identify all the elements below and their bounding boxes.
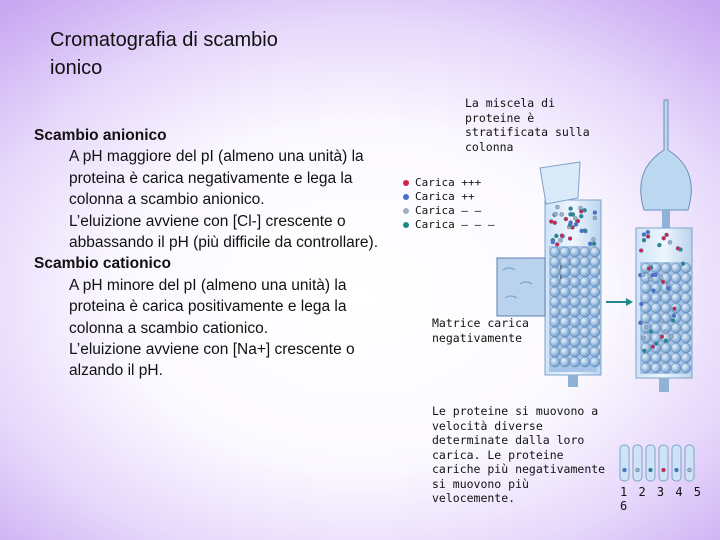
resin-bead xyxy=(560,327,570,337)
protein-dot xyxy=(641,273,645,277)
resin-bead xyxy=(661,303,671,313)
protein-dot xyxy=(662,236,666,240)
resin-bead xyxy=(550,287,560,297)
resin-bead xyxy=(560,307,570,317)
resin-bead xyxy=(580,357,590,367)
test-tube xyxy=(620,445,629,481)
protein-dot xyxy=(648,277,652,281)
resin-bead xyxy=(570,317,580,327)
resin-bead xyxy=(641,293,651,303)
resin-bead xyxy=(580,287,590,297)
heading-cation: Scambio cationico xyxy=(34,255,171,273)
resin-bead xyxy=(681,283,691,293)
protein-dot xyxy=(642,336,646,340)
protein-dot xyxy=(551,240,555,244)
protein-dot xyxy=(570,212,574,216)
resin-bead xyxy=(651,313,661,323)
test-tube xyxy=(659,445,668,481)
resin-bead xyxy=(681,303,691,313)
protein-dot xyxy=(593,216,597,220)
tube-fraction xyxy=(649,468,653,472)
resin-bead xyxy=(681,313,691,323)
resin-bead xyxy=(681,323,691,333)
test-tube xyxy=(646,445,655,481)
protein-dot xyxy=(649,330,653,334)
legend-item-3: Carica – – xyxy=(403,204,494,218)
resin-bead xyxy=(550,247,560,257)
resin-bead xyxy=(661,363,671,373)
resin-bead xyxy=(590,267,600,277)
resin-bead xyxy=(671,363,681,373)
resin-bead xyxy=(671,293,681,303)
protein-dot xyxy=(554,212,558,216)
resin-bead xyxy=(590,287,600,297)
resin-bead xyxy=(671,343,681,353)
resin-bead xyxy=(550,347,560,357)
test-tube xyxy=(685,445,694,481)
protein-dot xyxy=(676,246,680,250)
protein-dot xyxy=(672,307,676,311)
resin-bead xyxy=(570,257,580,267)
protein-dot xyxy=(660,335,664,339)
heading-anion: Scambio anionico xyxy=(34,127,167,144)
resin-bead xyxy=(651,293,661,303)
protein-dot xyxy=(642,349,646,353)
resin-bead xyxy=(651,303,661,313)
protein-dot xyxy=(549,219,553,223)
resin-bead xyxy=(641,283,651,293)
resin-bead xyxy=(550,297,560,307)
resin-bead xyxy=(560,267,570,277)
legend-item-1: Carica +++ xyxy=(403,176,494,190)
resin-bead xyxy=(560,337,570,347)
resin-bead xyxy=(570,307,580,317)
tube-fraction xyxy=(623,468,627,472)
resin-bead xyxy=(590,347,600,357)
anion-text-2: L’eluizione avviene con [Cl-] crescente o abbassando il pH (più difficile da controllare). xyxy=(69,212,379,252)
protein-dot xyxy=(554,234,558,238)
resin-bead xyxy=(570,277,580,287)
resin-bead xyxy=(661,343,671,353)
protein-dot xyxy=(668,240,672,244)
legend-item-2: Carica ++ xyxy=(403,190,494,204)
protein-dot xyxy=(671,318,675,322)
resin-bead xyxy=(671,273,681,283)
protein-dot xyxy=(638,321,642,325)
resin-bead xyxy=(560,347,570,357)
protein-dot xyxy=(672,314,676,318)
protein-dot xyxy=(651,345,655,349)
resin-bead xyxy=(661,263,671,273)
protein-dot xyxy=(657,243,661,247)
resin-bead xyxy=(671,323,681,333)
resin-bead xyxy=(641,353,651,363)
resin-bead xyxy=(580,317,590,327)
label-matrix: Matrice carica negativamente xyxy=(432,316,529,345)
test-tubes xyxy=(620,445,694,481)
tube-fraction xyxy=(675,468,679,472)
protein-dot xyxy=(639,302,643,306)
resin-bead xyxy=(681,293,691,303)
protein-dot xyxy=(654,342,658,346)
resin-bead xyxy=(590,297,600,307)
resin-bead xyxy=(570,297,580,307)
resin-bead xyxy=(681,273,691,283)
resin-bead xyxy=(590,307,600,317)
protein-dot xyxy=(681,262,685,266)
resin-bead xyxy=(590,327,600,337)
resin-bead xyxy=(560,357,570,367)
protein-dot xyxy=(583,229,587,233)
resin-bead xyxy=(580,327,590,337)
protein-dot xyxy=(651,273,655,277)
resin-bead xyxy=(560,297,570,307)
legend-dot-1 xyxy=(403,180,409,186)
resin-bead xyxy=(580,267,590,277)
resin-bead xyxy=(560,277,570,287)
protein-dot xyxy=(568,237,572,241)
resin-bead xyxy=(560,247,570,257)
resin-bead xyxy=(681,353,691,363)
resin-bead xyxy=(590,337,600,347)
protein-dot xyxy=(644,325,648,329)
resin-bead xyxy=(580,347,590,357)
resin-bead xyxy=(570,337,580,347)
resin-bead xyxy=(580,337,590,347)
resin-bead xyxy=(681,363,691,373)
resin-bead xyxy=(570,347,580,357)
resin-bead xyxy=(671,283,681,293)
protein-dot xyxy=(555,242,559,246)
protein-dot xyxy=(651,289,655,293)
protein-dot xyxy=(664,330,668,334)
protein-dot xyxy=(664,339,668,343)
resin-bead xyxy=(641,363,651,373)
resin-bead xyxy=(651,353,661,363)
legend-dot-2 xyxy=(403,194,409,200)
protein-dot xyxy=(560,212,564,216)
resin-bead xyxy=(661,353,671,363)
protein-dot xyxy=(659,275,663,279)
tube-fraction xyxy=(662,468,666,472)
resin-bead xyxy=(570,357,580,367)
protein-dot xyxy=(560,234,564,238)
resin-bead xyxy=(590,247,600,257)
resin-bead xyxy=(570,267,580,277)
test-tube xyxy=(672,445,681,481)
charge-legend xyxy=(403,176,494,232)
legend-dot-4 xyxy=(403,222,409,228)
legend-dot-3 xyxy=(403,208,409,214)
resin-bead xyxy=(550,277,560,287)
resin-bead xyxy=(570,247,580,257)
resin-bead xyxy=(560,287,570,297)
resin-bead xyxy=(580,257,590,267)
tube-numbers: 1 2 3 4 5 6 xyxy=(620,485,704,513)
legend-item-4: Carica – – – xyxy=(403,218,494,232)
protein-dot xyxy=(666,286,670,290)
protein-dot xyxy=(647,266,651,270)
resin-bead xyxy=(681,333,691,343)
protein-dot xyxy=(639,249,643,253)
resin-bead xyxy=(661,293,671,303)
protein-dot xyxy=(642,238,646,242)
slide-title: Cromatografia di scambio ionico xyxy=(50,29,278,79)
cation-text-2: L’eluizione avviene con [Na+] crescente o alzando il pH. xyxy=(69,341,355,380)
resin-bead xyxy=(570,327,580,337)
cation-text-1: A pH minore del pI (almeno una unità) la proteina è carica positivamente e lega la colonna a scambio cationico. xyxy=(69,276,347,337)
protein-dot xyxy=(579,214,583,218)
protein-dot xyxy=(661,280,665,284)
resin-bead xyxy=(580,297,590,307)
resin-bead xyxy=(550,257,560,267)
protein-dot xyxy=(588,242,592,246)
protein-dot xyxy=(593,211,597,215)
protein-dot xyxy=(576,219,580,223)
resin-bead xyxy=(590,277,600,287)
slide-body xyxy=(34,125,384,382)
resin-bead xyxy=(651,363,661,373)
tube-fraction xyxy=(688,468,692,472)
resin-bead xyxy=(641,313,651,323)
protein-dot xyxy=(564,217,568,221)
protein-dot xyxy=(555,205,559,209)
resin-bead xyxy=(681,343,691,353)
protein-dot xyxy=(583,208,587,212)
label-mixture: La miscela di proteine è stratificata sulla colonna xyxy=(465,96,590,154)
protein-dot xyxy=(670,334,674,338)
protein-dot xyxy=(642,233,646,237)
resin-bead xyxy=(671,353,681,363)
resin-bead xyxy=(671,263,681,273)
resin-bead xyxy=(580,247,590,257)
label-migration: Le proteine si muovono a velocità diverse determinate dalla loro carica. Le proteine cariche più negativamente si muovono più velocemente. xyxy=(432,404,606,505)
resin-bead xyxy=(590,357,600,367)
resin-bead xyxy=(580,307,590,317)
resin-bead xyxy=(590,317,600,327)
protein-dot xyxy=(569,207,573,211)
protein-dot xyxy=(646,230,650,234)
protein-dot xyxy=(665,233,669,237)
anion-text-1: A pH maggiore del pI (almeno una unità) la proteina è carica negativamente e lega la colonna a scambio anionico. xyxy=(69,148,364,209)
protein-dot xyxy=(569,221,573,225)
test-tube xyxy=(633,445,642,481)
resin-bead xyxy=(550,357,560,367)
resin-bead xyxy=(590,257,600,267)
protein-dot xyxy=(592,242,596,246)
protein-dot xyxy=(646,234,650,238)
protein-dot xyxy=(591,237,595,241)
resin-bead xyxy=(560,257,570,267)
protein-dot xyxy=(558,238,562,242)
resin-bead xyxy=(550,267,560,277)
resin-bead xyxy=(580,277,590,287)
resin-bead xyxy=(570,287,580,297)
tube-fraction xyxy=(636,468,640,472)
resin-bead xyxy=(560,317,570,327)
protein-dot xyxy=(660,319,664,323)
